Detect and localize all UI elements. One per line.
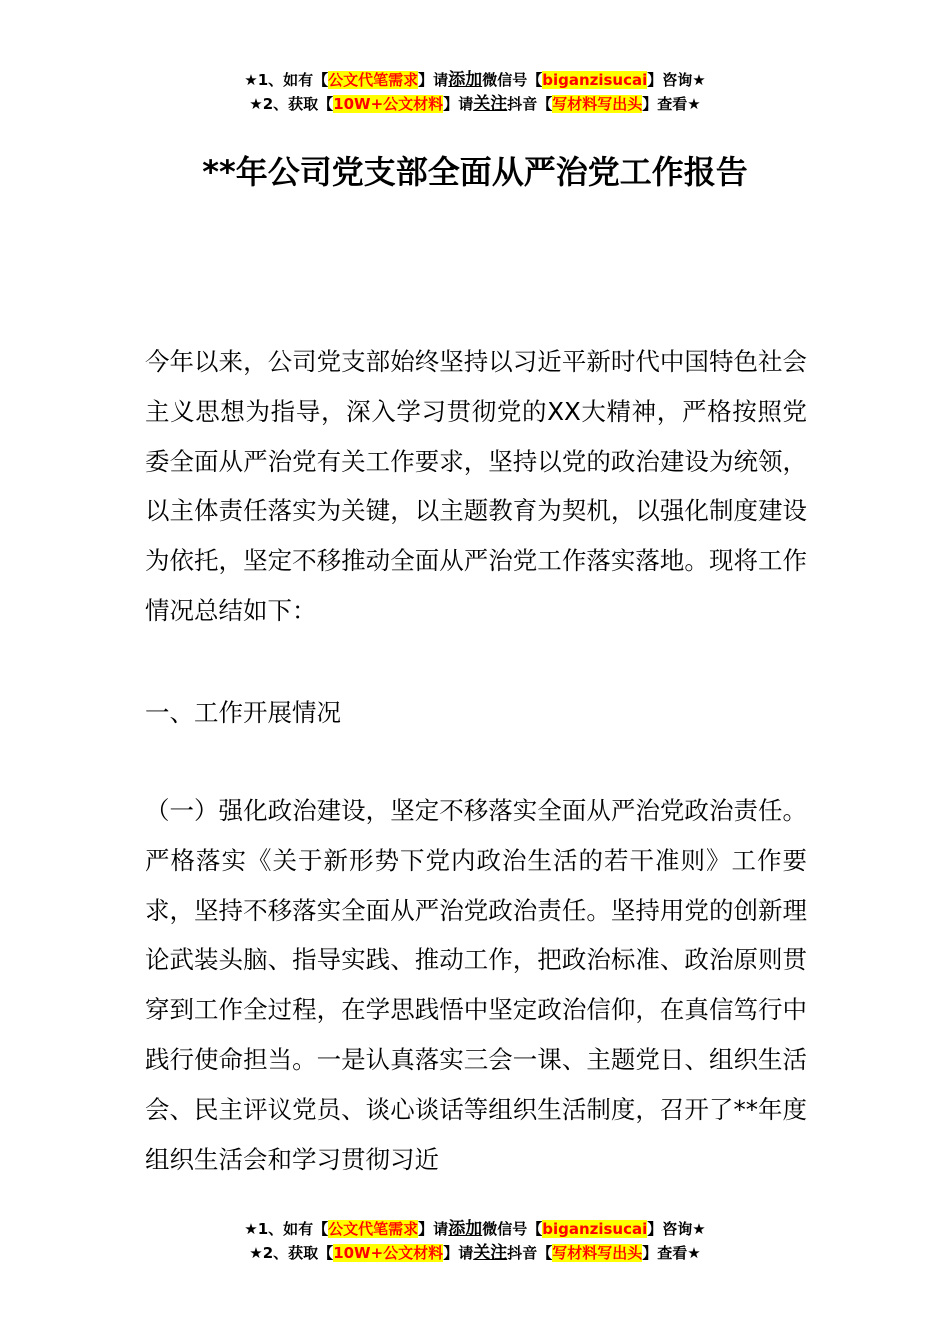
banner-underline-follow: 关注 <box>473 1243 508 1263</box>
banner-highlight-service: 公文代笔需求 <box>328 71 419 89</box>
banner-underline-follow: 关注 <box>473 94 508 114</box>
banner-highlight-materials: 10W+公文材料 <box>333 95 444 113</box>
banner-line-2: ★2、获取【10W+公文材料】请关注抖音【写材料写出头】查看★ <box>249 1243 701 1263</box>
section-heading-1: 一、工作开展情况 <box>145 698 341 727</box>
banner-underline-add: 添加 <box>448 70 483 90</box>
bottom-banner <box>0 1217 950 1265</box>
banner-line-2: ★2、获取【10W+公文材料】请关注抖音【写材料写出头】查看★ <box>249 94 701 114</box>
banner-underline-add: 添加 <box>448 1219 483 1239</box>
banner-highlight-service: 公文代笔需求 <box>328 1220 419 1238</box>
top-banner <box>0 68 950 116</box>
banner-highlight-wechat-id: biganzisucai <box>542 1220 648 1238</box>
banner-highlight-douyin: 写材料写出头 <box>552 95 643 113</box>
document-title: **年公司党支部全面从严治党工作报告 <box>202 153 748 191</box>
intro-paragraph: 今年以来，公司党支部始终坚持以习近平新时代中国特色社会主义思想为指导，深入学习贯彻党的XX大精神，严格按照党委全面从严治党有关工作要求，坚持以党的政治建设为统领，以主体责任落实为关键，以主题教育为契机，以强化制度建设为依托，坚定不移推动全面从严治党工作落实落地。现将工作情况总结如下： <box>145 347 807 625</box>
banner-highlight-materials: 10W+公文材料 <box>333 1244 444 1262</box>
banner-highlight-douyin: 写材料写出头 <box>552 1244 643 1262</box>
banner-highlight-wechat-id: biganzisucai <box>542 71 648 89</box>
banner-line-1: ★1、如有【公文代笔需求】请添加微信号【biganzisucai】咨询★ <box>244 1219 706 1239</box>
banner-line-1: ★1、如有【公文代笔需求】请添加微信号【biganzisucai】咨询★ <box>244 70 706 90</box>
section-1-paragraph-1: （一）强化政治建设，坚定不移落实全面从严治党政治责任。严格落实《关于新形势下党内政治生活的若干准则》工作要求，坚持不移落实全面从严治党政治责任。坚持用党的创新理论武装头脑、指导实践、推动工作，把政治标准、政治原则贯穿到工作全过程，在学思践悟中坚定政治信仰，在真信笃行中践行使命担当。一是认真落实三会一课、主题党日、组织生活会、民主评议党员、谈心谈话等组织生活制度，召开了**年度组织生活会和学习贯彻习近 <box>145 796 807 1174</box>
